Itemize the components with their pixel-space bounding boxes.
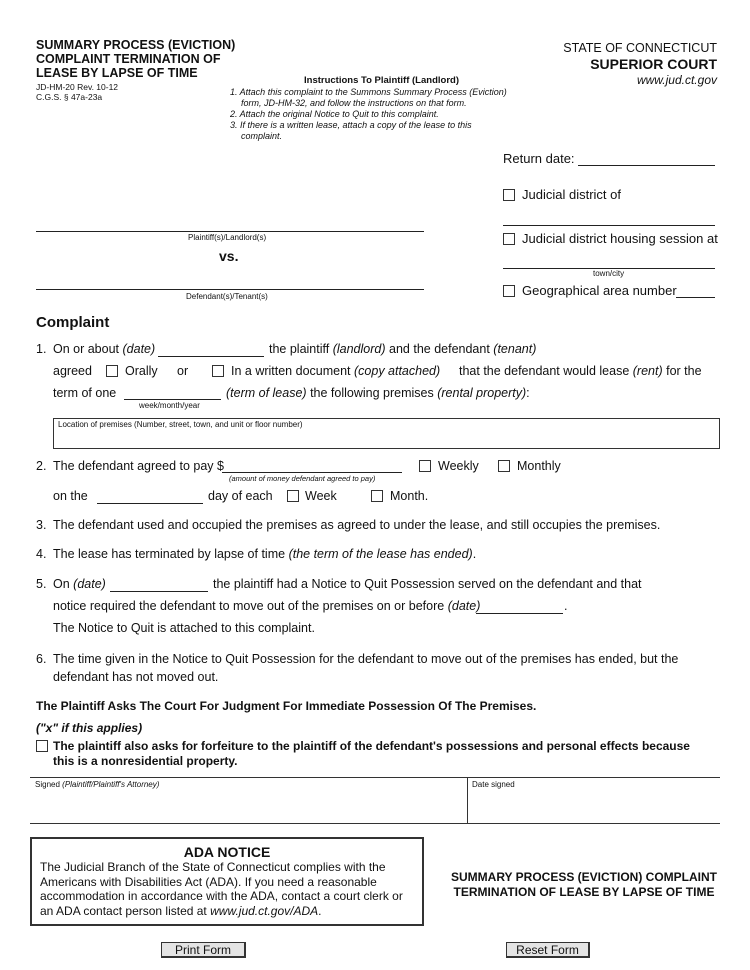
text: The lease has terminated by lapse of time	[53, 547, 286, 561]
p6-line2: defendant has not moved out.	[53, 670, 219, 684]
p1-line1-start	[53, 342, 155, 356]
agreed-to-pay-label: The defendant agreed to pay $	[53, 459, 224, 473]
date-signed-field[interactable]	[472, 792, 717, 822]
form-id: JD-HM-20 Rev. 10-12	[36, 82, 119, 92]
text: for the	[666, 364, 702, 378]
or-label: or	[177, 364, 189, 378]
p4-number: 4.	[36, 547, 47, 561]
court-name: SUPERIOR COURT	[590, 56, 717, 72]
ada-line: The Judicial Branch of the State of Connecticut complies with the	[40, 860, 386, 874]
p5-notice-required	[53, 599, 480, 613]
p1-date-field[interactable]	[158, 356, 264, 357]
written-document-label	[231, 364, 440, 378]
p5-on	[53, 577, 106, 591]
footer-title	[430, 870, 738, 900]
ada-line: accommodation in accordance with the ADA, contact a court clerk or	[40, 889, 403, 903]
p5-period: .	[564, 599, 568, 613]
p5-number: 5.	[36, 577, 47, 591]
p3-number: 3.	[36, 518, 47, 532]
ada-heading: ADA NOTICE	[183, 844, 271, 860]
text: an ADA contact person listed at	[40, 903, 211, 918]
month-label: Month.	[390, 489, 429, 503]
text: Signed	[35, 780, 60, 789]
hint: (landlord)	[332, 342, 386, 356]
reset-form-button[interactable]: Reset Form	[506, 942, 590, 958]
vs-label: vs.	[219, 248, 239, 264]
text: On or about	[53, 342, 120, 356]
monthly-label: Monthly	[517, 459, 561, 473]
print-form-button[interactable]: Print Form	[161, 942, 246, 958]
hint: (tenant)	[493, 342, 537, 356]
term-line-end	[226, 386, 530, 400]
text: and the defendant	[389, 342, 490, 356]
p2-number: 2.	[36, 459, 47, 473]
amount-field[interactable]	[222, 472, 402, 473]
hint: (rent)	[632, 364, 663, 378]
defendant-field[interactable]	[36, 289, 424, 290]
instructions-heading: Instructions To Plaintiff (Landlord)	[304, 75, 459, 86]
form-title-line: LEASE BY LAPSE OF TIME	[36, 66, 198, 80]
text: In a written document	[231, 364, 351, 378]
week-checkbox[interactable]	[287, 490, 299, 502]
forfeiture-text	[53, 739, 690, 769]
month-checkbox[interactable]	[371, 490, 383, 502]
instruction-line: 1. Attach this complaint to the Summons Summary Process (Eviction)	[230, 87, 507, 97]
week-label: Week	[305, 489, 337, 503]
hint: (rental property)	[437, 386, 527, 400]
footer-title-line: SUMMARY PROCESS (EVICTION) COMPLAINT	[450, 870, 717, 884]
would-lease-label	[459, 364, 702, 378]
signature-divider	[467, 777, 468, 824]
signed-label	[35, 780, 159, 789]
p3-text: The defendant used and occupied the premises as agreed to under the lease, and still occupies the premises.	[53, 518, 661, 532]
hint: (date)	[122, 342, 156, 356]
text: notice required the defendant to move out of the premises on or before	[53, 599, 445, 613]
judicial-district-label: Judicial district of	[522, 187, 621, 202]
hint: (date)	[447, 599, 481, 613]
plaintiff-field[interactable]	[36, 231, 424, 232]
form-id-block	[36, 82, 118, 102]
term-field[interactable]	[124, 399, 221, 400]
day-of-each-label: day of each	[208, 489, 273, 503]
text: .	[472, 547, 477, 561]
on-the-label: on the	[53, 489, 88, 503]
text: On	[53, 577, 70, 591]
ada-notice-box	[30, 837, 424, 926]
weekly-label: Weekly	[438, 459, 479, 473]
instructions-list	[230, 87, 507, 142]
housing-session-checkbox[interactable]	[503, 233, 515, 245]
defendant-label: Defendant(s)/Tenant(s)	[186, 292, 268, 301]
ada-line-4	[40, 904, 422, 919]
p6-number: 6.	[36, 652, 47, 666]
town-city-label: town/city	[593, 269, 625, 278]
geographical-area-label: Geographical area number	[522, 283, 677, 298]
text: the following premises	[310, 386, 434, 400]
forfeiture-checkbox[interactable]	[36, 740, 48, 752]
footer-title-line: TERMINATION OF LEASE BY LAPSE OF TIME	[453, 885, 715, 899]
complaint-heading: Complaint	[36, 314, 110, 331]
p1-line1-end	[269, 342, 536, 356]
plaintiff-asks: The Plaintiff Asks The Court For Judgment For Immediate Possession Of The Premises.	[36, 699, 537, 713]
hint: (the term of the lease has ended)	[288, 547, 473, 561]
p5-had-notice: the plaintiff had a Notice to Quit Possession served on the defendant and that	[213, 577, 642, 591]
notice-served-date-field[interactable]	[110, 591, 208, 592]
p1-agreed: agreed	[53, 364, 92, 378]
ada-link[interactable]: www.jud.ct.gov/ADA	[210, 903, 319, 918]
amount-hint: (amount of money defendant agreed to pay)	[229, 474, 376, 483]
return-date-field[interactable]	[578, 165, 715, 166]
p6-line1: The time given in the Notice to Quit Possession for the defendant to move out of the premises has ended, but the	[53, 652, 679, 666]
hint: (term of lease)	[226, 386, 307, 400]
p4-text	[53, 547, 476, 561]
orally-label: Orally	[125, 364, 158, 378]
instruction-line: complaint.	[241, 131, 283, 141]
p1-number: 1.	[36, 342, 47, 356]
hint: (copy attached)	[354, 364, 441, 378]
signature-field[interactable]	[35, 792, 463, 822]
x-if-applies: ("x" if this applies)	[36, 721, 143, 735]
instruction-line: 2. Attach the original Notice to Quit to this complaint.	[230, 109, 439, 119]
p5-attached: The Notice to Quit is attached to this complaint.	[53, 621, 315, 635]
location-label: Location of premises (Number, street, town, and unit or floor number)	[58, 420, 303, 429]
text: that the defendant would lease	[459, 364, 630, 378]
text: .	[318, 903, 322, 918]
orally-checkbox[interactable]	[106, 365, 118, 377]
forfeiture-line: this is a nonresidential property.	[53, 754, 238, 768]
plaintiff-label: Plaintiff(s)/Landlord(s)	[188, 233, 267, 242]
weekly-checkbox[interactable]	[419, 460, 431, 472]
monthly-checkbox[interactable]	[498, 460, 510, 472]
ada-line: Americans with Disabilities Act (ADA). If you need a reasonable	[40, 874, 377, 889]
instruction-line: form, JD-HM-32, and follow the instructions on that form.	[241, 98, 467, 108]
pay-day-field[interactable]	[97, 503, 203, 504]
week-month-year-hint: week/month/year	[139, 401, 200, 410]
text: :	[526, 386, 530, 400]
judicial-district-field[interactable]	[503, 225, 715, 226]
court-header	[563, 40, 717, 88]
hint: (Plaintiff/Plaintiff's Attorney)	[62, 780, 160, 789]
judicial-district-checkbox[interactable]	[503, 189, 515, 201]
form-title	[36, 38, 235, 80]
location-of-premises-field[interactable]	[53, 418, 720, 449]
date-signed-label: Date signed	[472, 780, 515, 789]
state-name: STATE OF CONNECTICUT	[563, 41, 717, 55]
instruction-line: 3. If there is a written lease, attach a copy of the lease to this	[230, 120, 472, 130]
website: www.jud.ct.gov	[636, 73, 717, 87]
form-title-line: COMPLAINT TERMINATION OF	[36, 52, 221, 66]
form-title-line: SUMMARY PROCESS (EVICTION)	[36, 38, 236, 52]
forfeiture-line: The plaintiff also asks for forfeiture to the plaintiff of the defendant's possessions and personal effects because	[53, 739, 690, 753]
written-document-checkbox[interactable]	[212, 365, 224, 377]
housing-session-label: Judicial district housing session at	[522, 231, 718, 246]
ada-body	[32, 860, 422, 918]
term-of-one-label: term of one	[53, 386, 117, 400]
move-out-date-field[interactable]	[476, 613, 563, 614]
statute: C.G.S. § 47a-23a	[36, 92, 103, 102]
hint: (date)	[73, 577, 106, 591]
return-date-label: Return date:	[503, 151, 575, 166]
text: the plaintiff	[269, 342, 330, 356]
geographical-area-field[interactable]	[676, 297, 715, 298]
geographical-area-checkbox[interactable]	[503, 285, 515, 297]
